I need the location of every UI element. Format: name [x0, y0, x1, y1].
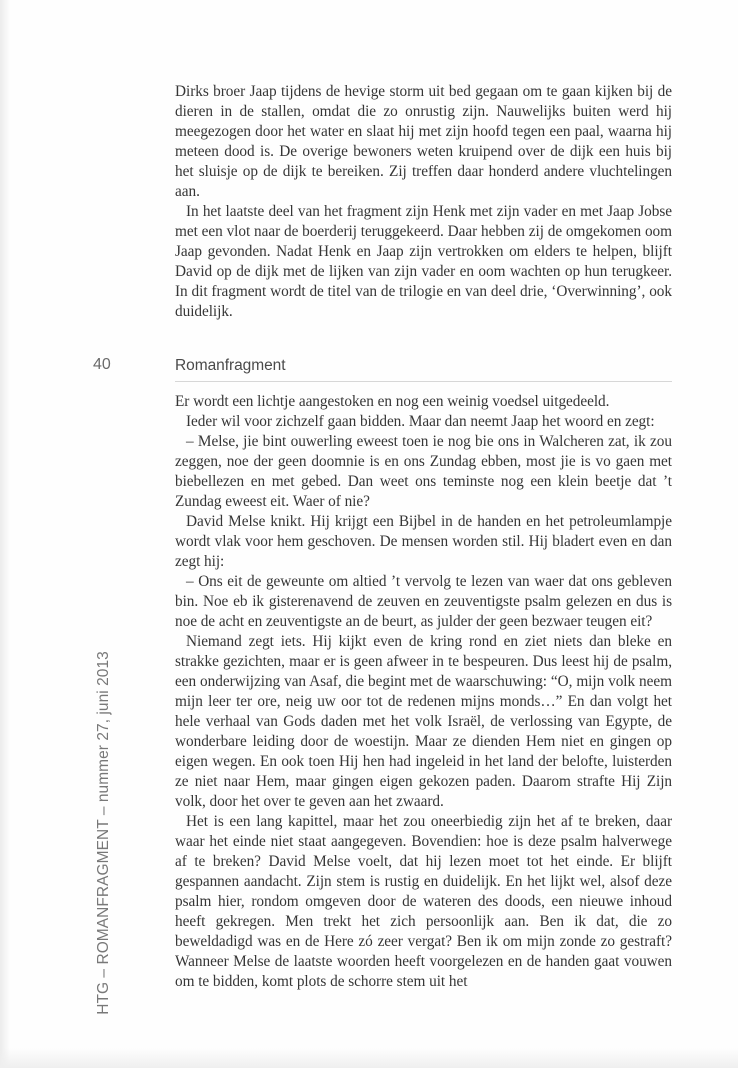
novel-fragment	[175, 392, 672, 992]
fragment-paragraph-7: Het is een lang kapittel, maar het zou oneerbiedig zijn het af te breken, daar waar het einde niet staat aangegeven. Bovendien: hoe is deze psalm halverwege af te breken? David Melse voelt, dat hij lezen moet tot het einde. Er blijft gespannen aandacht. Zijn stem is rustig en duidelijk. En het lijkt wel, alsof deze psalm hier, rondom omgeven door de wateren des doods, een nieuwe inhoud heeft gekregen. Men trekt het zich persoonlijk aan. Ben ik dat, die zo beweldadigd was en de Here zó zeer vergat? Ben ik om mijn zonde zo gestraft? Wanneer Melse de laatste woorden heeft voorgelezen en de handen gaat vouwen om te bidden, komt plots de schorre stem uit het	[175, 813, 672, 990]
fragment-paragraph-1: Er wordt een lichtje aangestoken en nog een weinig voedsel uitgedeeld.	[175, 393, 610, 410]
intro-paragraph-2: In het laatste deel van het fragment zijn Henk met zijn vader en met Jaap Jobse met een vlot naar de boerderij teruggekeerd. Daar hebben zij de omgekomen oom Jaap gevonden. Nadat Henk en Jaap zijn vertrokken om elders te helpen, blijft David op de dijk met de lijken van zijn vader en oom wachten op hun terugkeer. In dit fragment wordt de titel van de trilogie en van deel drie, ‘Overwinning’, ook duidelijk.	[175, 203, 672, 320]
intro-summary	[175, 82, 672, 322]
running-head: HTG – ROMANFRAGMENT – nummer 27, juni 2013	[95, 651, 112, 1015]
main-text-column	[175, 82, 672, 992]
fragment-paragraph-5: – Ons eit de geweunte om altied ’t vervolg te lezen van waer dat ons gebleven bin. Noe eb ik gisterenavend de zeuven en zeuventigste psalm gelezen en dus is noe de acht en zeuventigste an de beurt, as julder der geen bezwaer teugen eit?	[175, 573, 672, 630]
intro-paragraph-1: Dirks broer Jaap tijdens de hevige storm uit bed gegaan om te gaan kijken bij de dieren in de stallen, omdat die zo onrustig zijn. Nauwelijks buiten werd hij meegezogen door het water en slaat hij met zijn hoofd tegen een paal, waarna hij meteen dood is. De overige bewoners weten kruipend over de dijk een huis bij het sluisje op de dijk te bereiken. Zij treffen daar honderd andere vluchtelingen aan.	[175, 83, 672, 200]
page-edge-shadow	[0, 0, 10, 1068]
fragment-paragraph-6: Niemand zegt iets. Hij kijkt even de kring rond en ziet niets dan bleke en strakke gezichten, maar er is geen afweer in te bespeuren. Dus leest hij de psalm, een onderwijzing van Asaf, die begint met de waarschuwing: “O, mijn volk neem mijn leer ter ore, neig uw oor tot de redenen mijns monds…” En dan volgt het hele verhaal van Gods daden met het volk Israël, de verlossing van Egypte, de wonderbare leiding door de woestijn. Maar ze dienden Hem niet en gingen op eigen wegen. En ook toen Hij hen had ingeleid in het land der belofte, luisterden ze niet naar Hem, maar gingen eigen gekozen paden. Daarom strafte Hij Zijn volk, door het over te geven aan het zwaard.	[175, 633, 672, 810]
fragment-paragraph-2: Ieder wil voor zichzelf gaan bidden. Maar dan neemt Jaap het woord en zegt:	[186, 413, 655, 430]
fragment-paragraph-3: – Melse, jie bint ouwerling eweest toen ie nog bie ons in Walcheren zat, ik zou zeggen, noe der geen doomnie is en ons Zundag ebben, most jie is vo gaen met biebellezen en met gebed. Dan weet ons teminste nog een klein beetje dat ’t Zundag eweest eit. Waer of nie?	[175, 433, 672, 510]
page-number: 40	[93, 356, 111, 373]
page-bottom-edge	[0, 1048, 738, 1068]
fragment-paragraph-4: David Melse knikt. Hij krijgt een Bijbel in de handen en het petroleumlampje wordt vlak voor hem geschoven. De mensen worden stil. Hij bladert even en dan zegt hij:	[175, 513, 672, 570]
section-heading: Romanfragment	[175, 356, 672, 382]
